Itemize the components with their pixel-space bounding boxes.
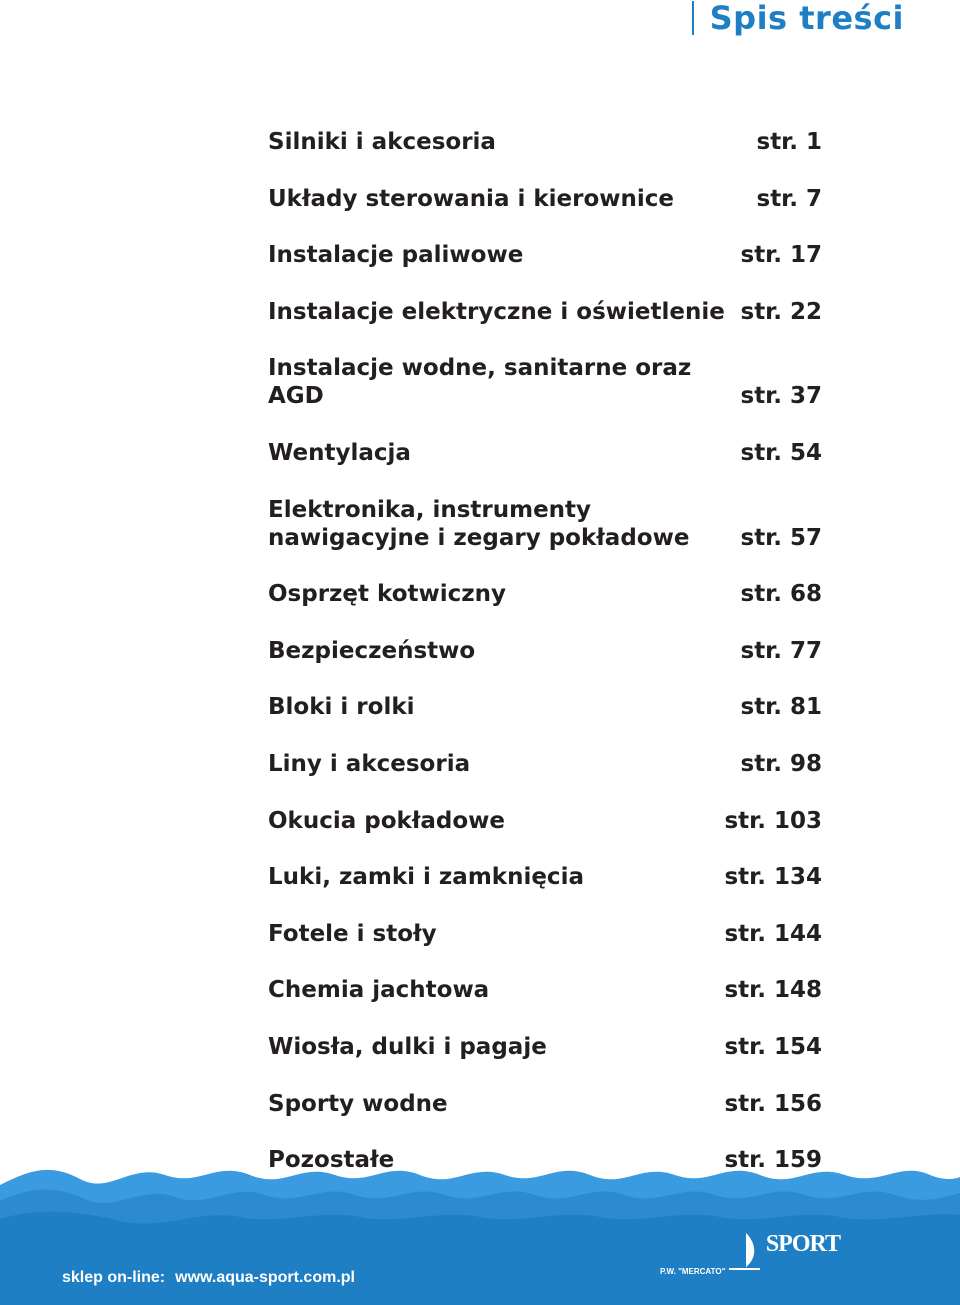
toc-entry-page: str. 57 [740, 524, 822, 551]
toc-entry-label: Sporty wodne [268, 1090, 448, 1117]
toc-entry[interactable] [268, 354, 822, 410]
logo-aqua-text: AQUA [658, 1233, 725, 1259]
toc-entry-page: str. 7 [756, 185, 822, 212]
toc-entry-label: Bloki i rolki [268, 694, 415, 721]
toc-entry-page: str. 17 [740, 242, 822, 269]
shop-label: sklep on-line: [62, 1269, 166, 1286]
toc-entry-label: Instalacje wodne, sanitarne oraz AGD [268, 355, 692, 410]
toc-entry-page: str. 134 [724, 864, 822, 891]
toc-entry-page: str. 77 [740, 637, 822, 664]
toc-entry-label: Luki, zamki i zamknięcia [268, 864, 584, 891]
toc-entry-label: Wiosła, dulki i pagaje [268, 1033, 547, 1060]
toc-entry-page: str. 159 [724, 1147, 822, 1174]
sail-icon [726, 1227, 762, 1273]
toc-entry-label: Instalacje paliwowe [268, 242, 524, 269]
toc-entry[interactable] [268, 863, 822, 891]
toc-entry[interactable] [268, 496, 822, 552]
toc-entry-label: Okucia pokładowe [268, 807, 505, 834]
toc-entry-label: Silniki i akcesoria [268, 129, 496, 155]
toc-entry[interactable] [268, 1033, 822, 1061]
toc-entry[interactable] [268, 128, 822, 156]
toc-entry-label: Bezpieczeństwo [268, 637, 476, 664]
toc-entry-label: Osprzęt kotwiczny [268, 581, 507, 608]
toc-entry[interactable] [268, 298, 822, 326]
toc-entry-page: str. 22 [740, 298, 822, 325]
toc-entry[interactable] [268, 1090, 822, 1118]
toc-entry-page: str. 37 [740, 383, 822, 410]
logo-mercato-text: P.W. "MERCATO" [656, 1266, 729, 1277]
shop-url-link[interactable]: www.aqua-sport.com.pl [175, 1269, 355, 1286]
toc-entry[interactable] [268, 580, 822, 608]
toc-entry[interactable] [268, 693, 822, 721]
toc-entry-label: Elektronika, instrumenty nawigacyjne i zegary pokładowe [268, 496, 690, 551]
page-title: Spis treści [709, 0, 904, 37]
toc-entry[interactable] [268, 750, 822, 778]
toc-entry-label: Instalacje elektryczne i oświetlenie [268, 298, 725, 325]
header-divider [692, 1, 694, 35]
toc-entry-page: str. 68 [740, 581, 822, 608]
toc-entry-label: Wentylacja [268, 439, 411, 466]
footer-wave-banner [0, 1165, 960, 1305]
toc-entry-label: Układy sterowania i kierownice [268, 185, 675, 212]
toc-entry-label: Fotele i stoły [268, 920, 437, 947]
toc-entry-label: Chemia jachtowa [268, 977, 490, 1004]
shop-online-text [62, 1269, 355, 1287]
toc-entry[interactable] [268, 241, 822, 269]
toc-entry-page: str. 148 [724, 977, 822, 1004]
toc-entry[interactable] [268, 439, 822, 467]
toc-entry[interactable] [268, 637, 822, 665]
toc-entry[interactable] [268, 976, 822, 1004]
toc-entry[interactable] [268, 807, 822, 835]
page-header [692, 0, 904, 36]
toc-entry[interactable] [268, 920, 822, 948]
toc-entry-page: str. 98 [740, 750, 822, 777]
toc-entry-label: Pozostałe [268, 1147, 395, 1174]
aqua-sport-logo [640, 1227, 840, 1277]
toc-entry-page: str. 1 [756, 129, 822, 155]
toc-entry[interactable] [268, 185, 822, 213]
toc-entry-page: str. 144 [724, 920, 822, 947]
logo-sport-text: SPORT [765, 1231, 840, 1257]
toc-entry-label: Liny i akcesoria [268, 750, 471, 777]
toc-entry-page: str. 156 [724, 1090, 822, 1117]
toc-entry-page: str. 81 [740, 694, 822, 721]
table-of-contents [268, 128, 822, 1203]
toc-entry-page: str. 103 [724, 807, 822, 834]
toc-entry-page: str. 154 [724, 1033, 822, 1060]
toc-entry-page: str. 54 [740, 439, 822, 466]
